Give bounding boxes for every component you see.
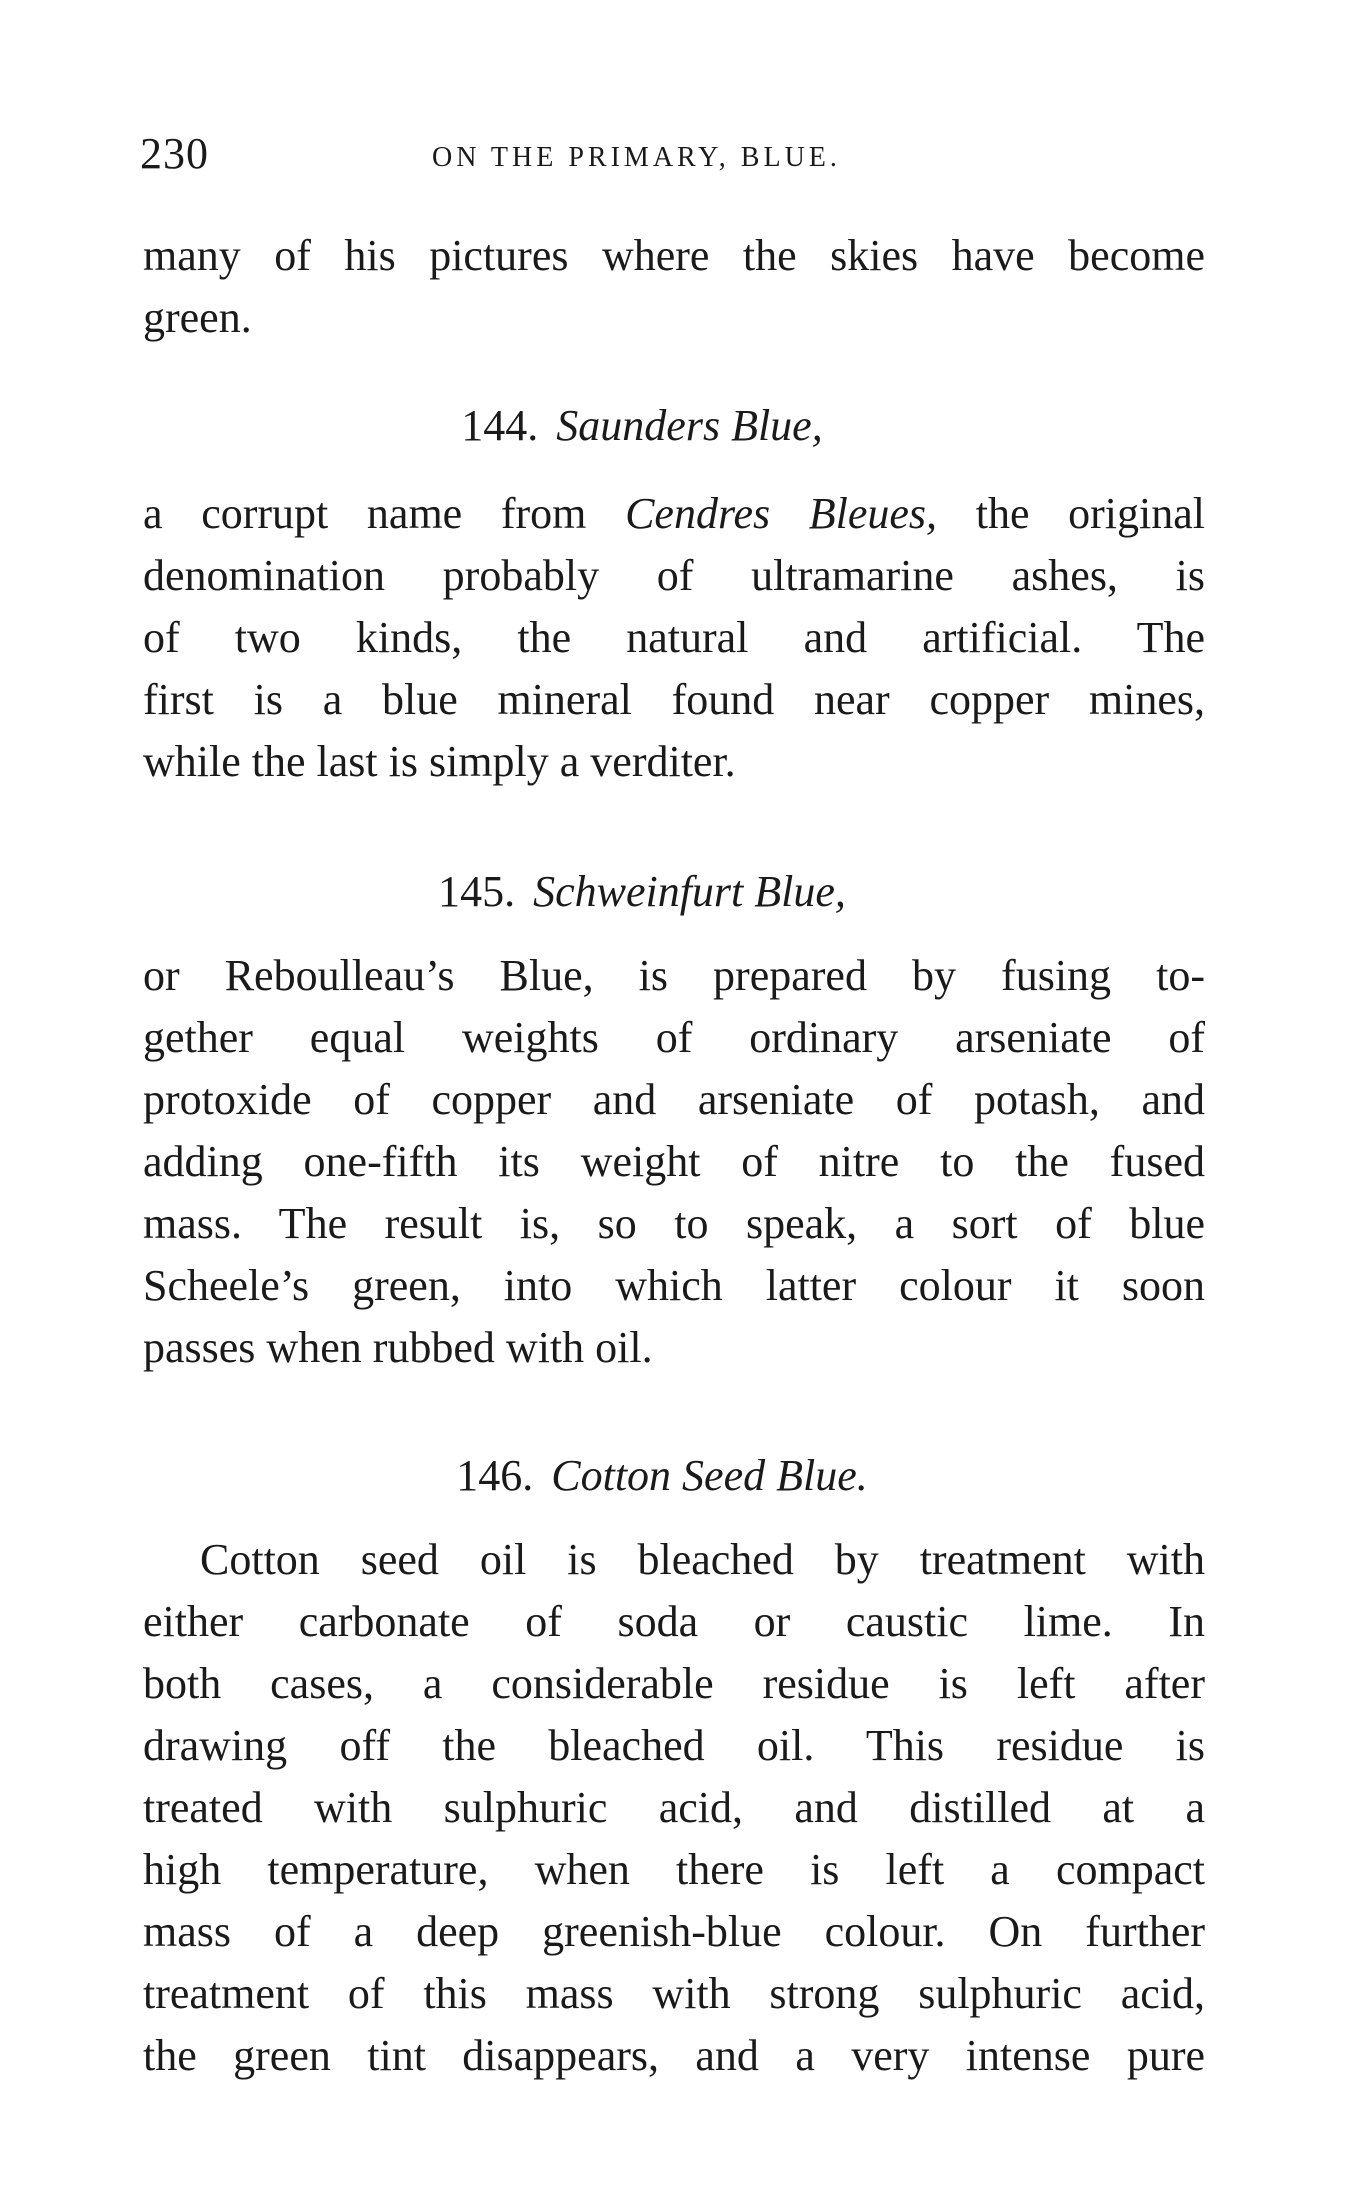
text-span: a corrupt name from	[143, 489, 626, 538]
text-line: gether equal weights of ordinary arseniate of	[143, 1013, 1205, 1062]
section-title: Cotton Seed Blue.	[551, 1451, 868, 1500]
text-line: of two kinds, the natural and artificial. The	[143, 613, 1205, 662]
text-line: green.	[143, 293, 252, 342]
running-title: ON THE PRIMARY, BLUE.	[432, 142, 841, 173]
text-line: both cases, a considerable residue is left after	[143, 1659, 1205, 1708]
text-line: while the last is simply a verditer.	[143, 737, 736, 786]
section-title: Saunders Blue,	[556, 401, 823, 450]
text-line: first is a blue mineral found near copper mines,	[143, 675, 1205, 724]
text-line: many of his pictures where the skies have become	[143, 231, 1205, 280]
text-line: high temperature, when there is left a compact	[143, 1845, 1205, 1894]
text-line: treatment of this mass with strong sulphuric acid,	[143, 1969, 1205, 2018]
section-number: 146.	[456, 1451, 534, 1500]
section-heading-144	[0, 396, 1324, 456]
text-line: the green tint disappears, and a very intense pure	[143, 2031, 1205, 2080]
section-heading-146	[0, 1446, 1344, 1506]
text-line: mass of a deep greenish-blue colour. On further	[143, 1907, 1205, 1956]
text-line: adding one-fifth its weight of nitre to the fused	[143, 1137, 1205, 1186]
text-line: mass. The result is, so to speak, a sort of blue	[143, 1199, 1205, 1248]
running-head	[140, 128, 1220, 188]
section-number: 145.	[438, 867, 516, 916]
italic-term: Cendres Bleues,	[625, 489, 938, 538]
section-heading-145	[0, 862, 1324, 922]
text-line	[143, 484, 1205, 544]
text-line: protoxide of copper and arseniate of potash, and	[143, 1075, 1205, 1124]
text-line: treated with sulphuric acid, and distilled at a	[143, 1783, 1205, 1832]
text-line: denomination probably of ultramarine ashes, is	[143, 551, 1205, 600]
section-title: Schweinfurt Blue,	[533, 867, 846, 916]
text-line: Cotton seed oil is bleached by treatment with	[200, 1535, 1205, 1584]
text-line: either carbonate of soda or caustic lime. In	[143, 1597, 1205, 1646]
text-line: or Reboulleau’s Blue, is prepared by fusing to-	[143, 951, 1205, 1000]
text-span: the original	[937, 489, 1206, 538]
text-line: Scheele’s green, into which latter colour it soon	[143, 1261, 1205, 1310]
text-line: passes when rubbed with oil.	[143, 1323, 653, 1372]
text-line: drawing off the bleached oil. This residue is	[143, 1721, 1205, 1770]
section-number: 144.	[461, 401, 539, 450]
page-number: 230	[140, 129, 209, 178]
